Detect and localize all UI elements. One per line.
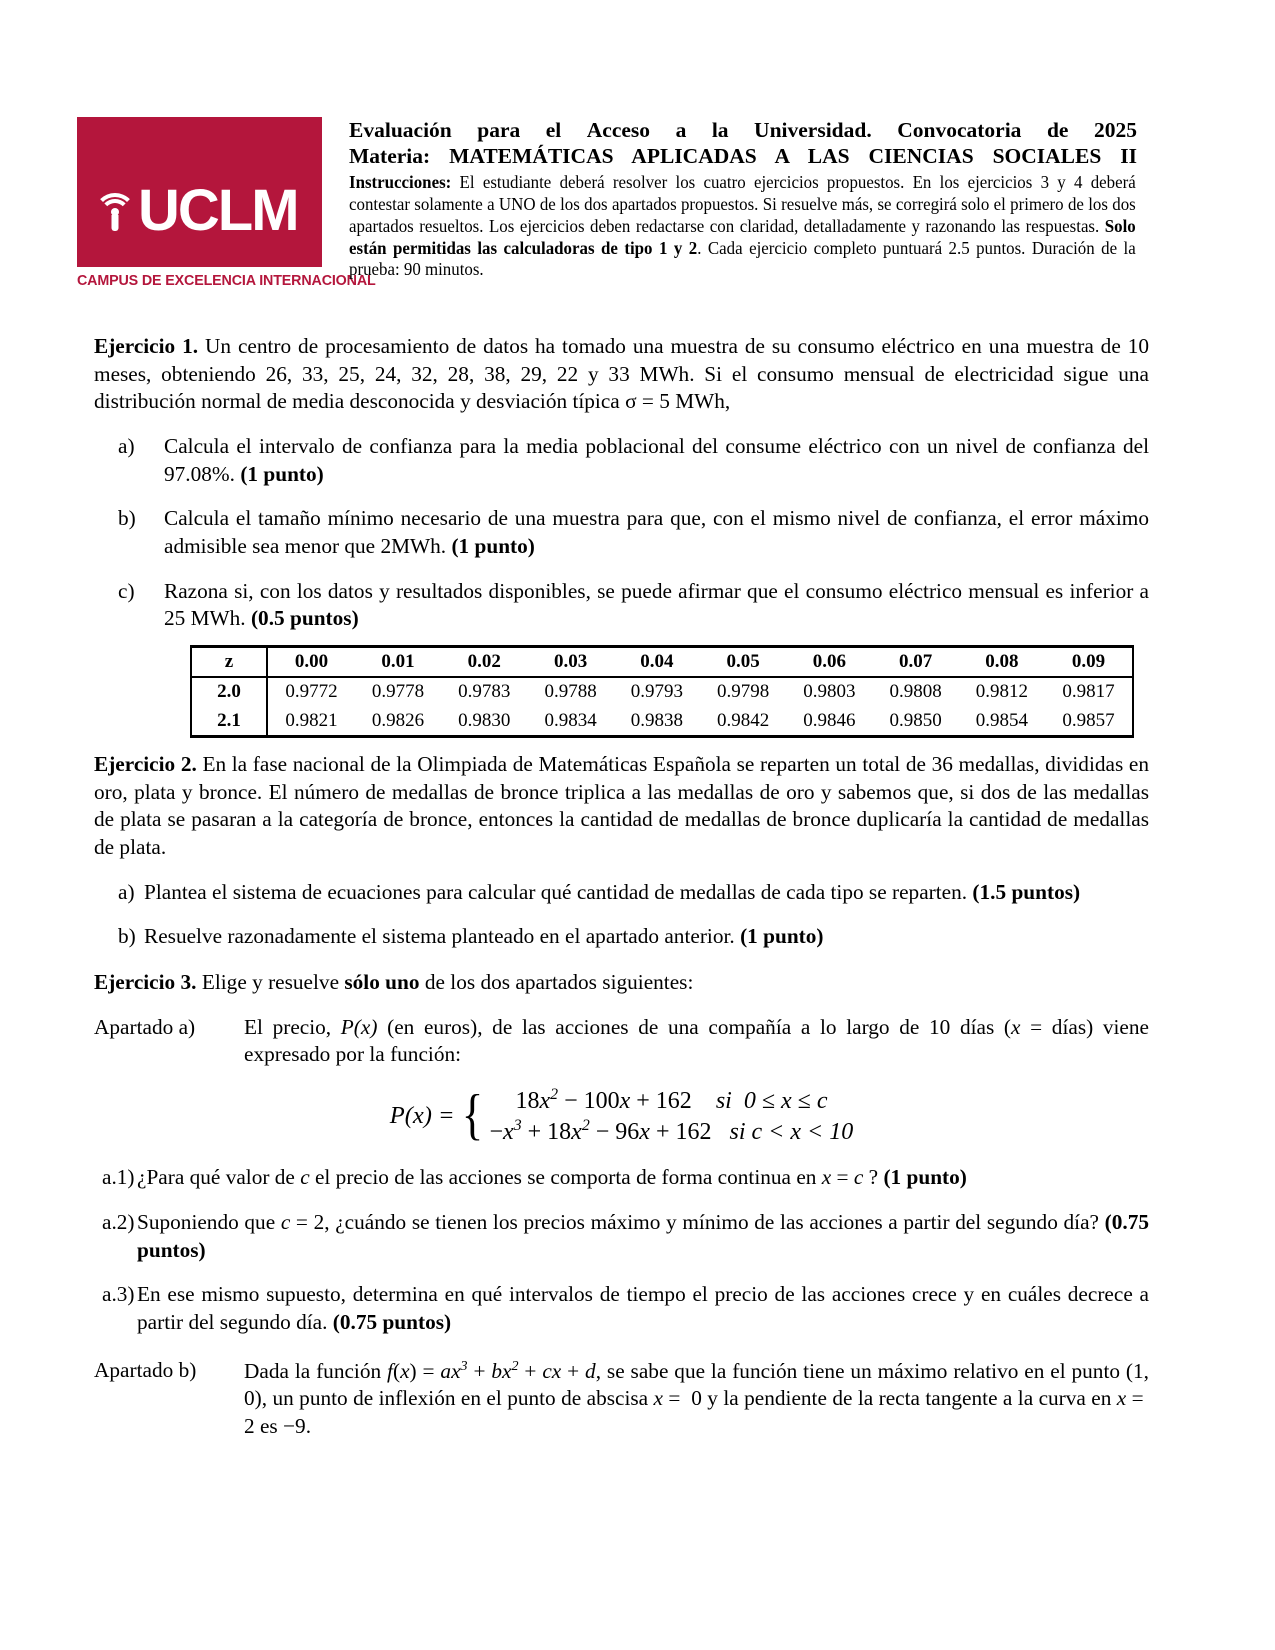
exercise-1-intro (94, 333, 1149, 416)
z-table-cell: 0.9793 (630, 681, 683, 703)
exam-subject-line: Materia: MATEMÁTICAS APLICADAS A LAS CIENCIAS SOCIALES II (349, 144, 1137, 169)
item-body: Razona si, con los datos y resultados disponibles, se puede afirmar que el consumo eléctrico mensual es inferior a 25 MWh. (164, 578, 1149, 631)
formula-case-2-condition: si c < x < 10 (729, 1119, 854, 1146)
item-marker: a) (118, 434, 135, 459)
z-table-cell: 0.9846 (803, 709, 856, 731)
item-text (164, 578, 1149, 633)
z-table-wrapper (190, 645, 1134, 738)
item-body: Calcula el tamaño mínimo necesario de una muestra para que, con el mismo nivel de confianza, el error máximo admisible sea menor que 2MWh. (164, 506, 1149, 559)
z-table-header-cell: 0.00 (294, 651, 329, 673)
z-table-header-cell: 0.09 (1071, 651, 1106, 673)
title-word: a (675, 118, 687, 142)
z-table-cell: 0.9826 (371, 709, 425, 731)
z-table-cell: 0.9854 (975, 709, 1029, 731)
z-table-header-row (191, 647, 1133, 678)
z-table-cell: 0.9857 (1062, 709, 1115, 731)
formula-case-2-expression: $-x^3 + 18x^2 - 96x + 162$ (489, 1117, 712, 1146)
z-table-cell: 0.9803 (803, 681, 856, 703)
exercise-1-item-b (118, 505, 1149, 560)
z-table-cell: 0.9838 (630, 709, 683, 731)
exercise-1-item-c (118, 578, 1149, 633)
item-points: (1 punto) (883, 1165, 967, 1190)
item-points: (1 punto) (740, 924, 824, 949)
apartado-a-text (244, 1014, 1149, 1069)
title-word: el (545, 118, 562, 142)
item-body: En ese mismo supuesto, determina en qué intervalos de tiempo el precio de las acciones crece y en cuáles decrece a partir del segundo día. (137, 1282, 1149, 1335)
title-word: para (477, 118, 521, 142)
item-marker: a.3) (102, 1282, 135, 1307)
z-table-header-cell: 0.02 (467, 651, 501, 673)
apartado-b-text: Dada la función $f(x) = ax^3 + bx^2$ + cx + d, se sabe que la función tiene un máximo relativo en el punto (1, 0), un punto de inflexión en el punto de abscisa x = 0 y la pendiente de la recta tangente a la curva en x = 2 es −9. (244, 1357, 1149, 1439)
item-text (164, 505, 1149, 560)
apartado-a-variable: x (1011, 1014, 1021, 1039)
item-points: (1 punto) (451, 534, 535, 559)
z-table-cell: 2.0 (191, 677, 267, 706)
item-body: Calcula el intervalo de confianza para la media poblacional del consume eléctrico con un nivel de confianza del 97.08%. (164, 434, 1149, 486)
item-text: Suponiendo que c = 2, ¿cuándo se tienen los precios máximo y mínimo de las acciones a partir del segundo día? (0.75 puntos) (137, 1210, 1150, 1262)
z-table-cell: 0.9834 (544, 709, 597, 731)
apartado-b-function: $f(x) = ax^3 + bx^2$ + cx + d (387, 1357, 596, 1383)
instructions-body-2: . Cada ejercicio completo puntuará 2.5 puntos. Duración de la prueba: 90 minutos. (349, 237, 1136, 280)
exam-body (94, 333, 1149, 1441)
z-table-cell: 0.9850 (889, 709, 942, 731)
formula-case-1-condition: si 0 ≤ x ≤ c (715, 1087, 828, 1114)
exercise-3-item-a1 (102, 1164, 1149, 1192)
z-table-body (191, 677, 1133, 736)
title-word: 2025 (1093, 118, 1137, 142)
z-table-cell: 0.9778 (371, 681, 425, 703)
z-table-cell: 0.9830 (458, 709, 511, 731)
item-marker: a) (118, 879, 135, 904)
item-marker: a.2) (102, 1210, 135, 1235)
title-word: Universidad. (754, 118, 872, 142)
item-text (144, 923, 1149, 951)
item-points: (0.75 puntos) (332, 1310, 452, 1335)
z-table-header-cell: 0.08 (985, 651, 1019, 673)
item-text (137, 1281, 1149, 1336)
apartado-b-marker: Apartado b) (94, 1357, 197, 1382)
instructions-label: Instrucciones: (349, 172, 452, 193)
apartado-a (94, 1014, 1149, 1069)
title-word: de (1046, 118, 1069, 142)
exercise-1-text: Un centro de procesamiento de datos ha tomado una muestra de su consumo eléctrico en una muestra de 10 meses, obteniendo 26, 33, 25, 24, 32, 28, 38, 29, 22 y 33 MWh. Si el consumo mensual de electricidad sigue una distribución normal de media desconocida y desviación típica σ = 5 MWh, (94, 334, 1149, 414)
exercise-2-label: Ejercicio 2. (94, 751, 197, 776)
formula-case-2 (489, 1116, 853, 1147)
z-table-header-cell: 0.06 (812, 651, 846, 673)
z-table-header-cell: 0.03 (553, 651, 588, 673)
item-marker: b) (118, 924, 136, 949)
exam-title-line-1 (349, 117, 1137, 143)
item-body: Plantea el sistema de ecuaciones para calcular qué cantidad de medallas de cada tipo se reparten. (144, 879, 973, 904)
item-marker: a.1) (102, 1165, 135, 1190)
item-text: ¿Para qué valor de c el precio de las acciones se comporta de forma continua en x = c ? (1 punto) (137, 1165, 967, 1190)
formula-cases (489, 1085, 853, 1147)
uclm-logo (77, 117, 376, 289)
title-word: la (711, 118, 729, 142)
z-table-head (191, 647, 1133, 678)
z-table-cell: 0.9842 (716, 709, 770, 731)
item-text (144, 879, 1149, 907)
exercise-2-item-b (118, 923, 1149, 951)
apartado-a-marker: Apartado a) (94, 1014, 196, 1039)
formula-lhs: P(x) = (389, 1102, 455, 1130)
document-header (77, 117, 1137, 289)
item-text (164, 433, 1149, 488)
item-marker: b) (118, 506, 136, 531)
left-curly-brace: { (461, 1084, 483, 1147)
z-table-header-cell: 0.01 (381, 651, 415, 673)
apartado-a-body-3: = días) viene expresado por la función: (244, 1014, 1149, 1067)
apartado-a-body-1: El precio, (244, 1014, 341, 1039)
z-table-cell: 0.9821 (285, 709, 338, 731)
z-table-cell: 2.1 (191, 707, 267, 737)
z-table-cell: 0.9812 (975, 681, 1029, 703)
item-points: (1 punto) (240, 461, 324, 486)
piecewise-function-formula (94, 1085, 1149, 1147)
logo-red-box (77, 117, 322, 267)
logo-wordmark: UCLM (138, 178, 298, 244)
logo-tagline: CAMPUS DE EXCELENCIA INTERNACIONAL (77, 273, 376, 289)
standard-normal-table (190, 645, 1134, 738)
exercise-3-text-2: de los dos apartados siguientes: (419, 969, 694, 994)
z-table-header-cell: 0.04 (640, 651, 674, 673)
exercise-3-intro (94, 969, 1149, 997)
z-table-cell: 0.9798 (716, 681, 770, 703)
exercise-3-label: Ejercicio 3. (94, 969, 197, 994)
apartado-b (94, 1357, 1149, 1441)
item-marker: c) (118, 578, 135, 603)
z-table-cell: 0.9817 (1062, 681, 1115, 703)
instructions-body-1: El estudiante deberá resolver los cuatro ejercicios propuestos. En los ejercicios 3 y 4 deberá contestar solamente a UNO de los dos apartados propuestos. Si resuelve más, se corregirá solo el primero de los dos apartados resueltos. Los ejercicios deben redactarse con claridad, detalladamente y razonando las respuestas. (349, 172, 1136, 236)
apartado-b-body-1: Dada la función (244, 1358, 388, 1383)
exercise-3-item-a3 (102, 1281, 1149, 1336)
formula-case-1-expression: $18x^2 - 100x + 162$ (515, 1085, 692, 1114)
apartado-a-function-name: P(x) (340, 1014, 378, 1039)
exercise-3-text-1: Elige y resuelve (196, 969, 345, 994)
logo-mark (94, 178, 298, 244)
exercise-3-emphasis: sólo uno (344, 969, 420, 994)
instructions-calculator-note: Solo están permitidas las calculadoras de tipo 1 y 2 (349, 215, 1136, 258)
table-row (191, 707, 1133, 737)
title-word: Convocatoria (897, 118, 1022, 142)
item-points: (0.75 puntos) (137, 1210, 1150, 1262)
z-table-cell: 0.9788 (544, 681, 597, 703)
header-text-block (345, 117, 1137, 281)
exercise-1-label: Ejercicio 1. (94, 334, 199, 358)
title-word: Evaluación (349, 118, 452, 142)
z-table-cell: 0.9772 (285, 681, 338, 703)
z-table-cell: 0.9783 (458, 681, 511, 703)
instructions-paragraph (349, 172, 1136, 281)
z-table-cell: 0.9808 (889, 681, 942, 703)
apartado-a-body-2: (en euros), de las acciones de una compañía a lo largo de 10 días ( (377, 1014, 1012, 1039)
item-points: (1.5 puntos) (972, 879, 1081, 904)
exercise-2-intro (94, 751, 1149, 862)
z-table-header-cell: z (191, 647, 267, 678)
formula-case-1 (489, 1085, 853, 1116)
table-row (191, 677, 1133, 706)
exercise-2-text: En la fase nacional de la Olimpiada de Matemáticas Española se reparten un total de 36 medallas, divididas en oro, plata y bronce. El número de medallas de bronce triplica a las medallas de oro y sabemos que, si dos de las medallas de plata se pasaran a la categoría de bronce, entonces la cantidad de medallas de bronce duplicaría la cantidad de medallas de plata. (94, 751, 1149, 859)
exercise-2-item-a (118, 879, 1149, 907)
wifi-signal-icon (94, 191, 136, 233)
z-table-header-cell: 0.07 (899, 651, 933, 673)
item-points: (0.5 puntos) (250, 606, 359, 631)
item-body: Resuelve razonadamente el sistema planteado en el apartado anterior. (144, 924, 741, 949)
z-table-header-cell: 0.05 (726, 651, 760, 673)
exercise-1-item-a (118, 433, 1149, 488)
title-word: Acceso (586, 118, 651, 142)
exercise-3-item-a2 (102, 1209, 1149, 1264)
